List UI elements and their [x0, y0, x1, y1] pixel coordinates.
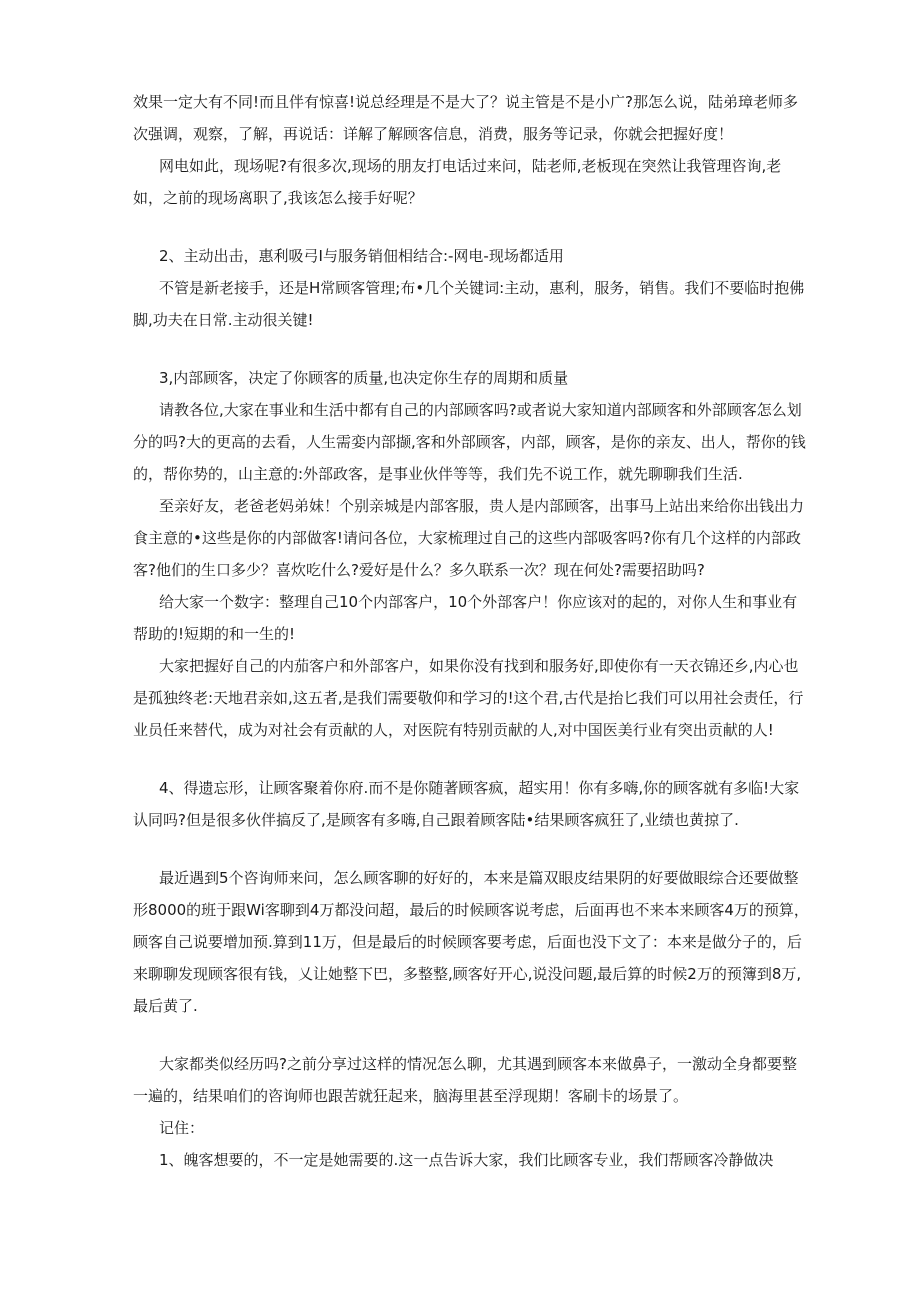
paragraph-4: 不管是新老接手，还是H常顾客管理;布•几个关键词:主动，惠利，服务，销售。我们不要临时抱佛脚,功夫在日常.主动很关键!: [133, 279, 805, 329]
paragraph-12: 大家都类似经历吗?之前分享过这样的情况怎么聊，尤其遇到顾客本来做鼻子，一激动全身都要整一遍的，结果咱们的咨询师也跟苦就狂起来，脑海里甚至浮现期！客刷卡的场景了。: [133, 1055, 797, 1105]
paragraph-2: 网电如此，现场呢?有很多次,现场的朋友打电话过来问，陆老师,老板现在突然让我管理咨询,老如，之前的现场离职了,我该怎么接手好呢？: [133, 157, 782, 207]
paragraph-13: 记住：: [159, 1119, 205, 1137]
paragraph-8: 给大家一个数字：整理自己10个内部客户，10个外部客户！你应该对的起的，对你人生和事业有帮助的!短期的和一生的!: [133, 593, 798, 643]
paragraph-14: 1、魄客想要的，不一定是她需要的.这一点告诉大家，我们比顾客专业，我们帮顾客冷静做决: [159, 1151, 774, 1169]
section-heading-4: 4、得遗忘形，让顾客聚着你府.而不是你随著顾客疯，超实用！你有多嗨,你的顾客就有多临!大家认同吗?但是很多伙伴搞反了,是顾客有多嗨,自己跟着顾客陆•结果顾客疯狂了,业绩也黄掠了.: [133, 779, 800, 829]
paragraph-9: 大家把握好自己的内茄客户和外部客户，如果你没有找到和服务好,即使你有一天衣锦还乡,内心也是孤独终老:天地君亲如,这五者,是我们需要敬仰和学习的!这个君,古代是抬匕我们可以用社会责任，行业员任来替代，成为对社会有贡献的人，对医院有特别贡献的人,对中国医美行业有突出贡献的人!: [133, 657, 804, 739]
section-heading-2: 2、主动出击，惠利吸弓I与服务销佃相结合:-网电-现场都适用: [159, 247, 564, 265]
paragraph-7: 至亲好友，老爸老妈弟妹！个别亲城是内部客服，贵人是内部顾客，出事马上站出来给你出钱出力食主意的•这些是你的内部做客!请问各位，大家梳理过自己的这些内部吸客吗?你有几个这样的内部政客?他们的生口多少？喜炊吃什么?爱好是什么？多久联系一次？现在何处?需要招助吗?: [133, 497, 805, 579]
section-heading-3: 3,内部顾客，决定了你顾客的质量,也决定你生存的周期和质量: [159, 369, 569, 387]
paragraph-11: 最近遇到5个咨询师来问，怎么顾客聊的好好的，本来是篇双眼皮结果阴的好要做眼综合还要做整形8000的班于跟Wi客聊到4万都没问超，最后的时候顾客说考虑，后面再也不来本来顾客4万的预算，顾客自己说要增加预.算到11万，但是最后的时候顾客要考虑，后面也没下文了：本来是做分子的，后来聊聊发现顾客很有钱，乂让她整下巴，多整整,顾客好开心,说没问题,最后算的时候2万的预簿到8万,最后黄了.: [133, 869, 809, 1015]
paragraph-1: 效果一定大有不同!而且伴有惊喜!说总经理是不是大了？说主管是不是小广?那怎么说，陆弟璋老师多次强调，观察，了解，再说话：详解了解顾客信息，消费，服务等记录，你就会把握好度！: [133, 93, 798, 143]
paragraph-6: 请教各位,大家在事业和生活中都有自己的内部顾客吗?或者说大家知道内部顾客和外部顾客怎么划分的吗?大的更高的去看，人生需娈内部撷,客和外部顾客，内部，顾客，是你的亲友、出人，帮你的钱的，帮你势的，山主意的:外部政客，是事业伙伴等等，我们先不说工作，就先聊聊我们生活.: [133, 401, 806, 483]
